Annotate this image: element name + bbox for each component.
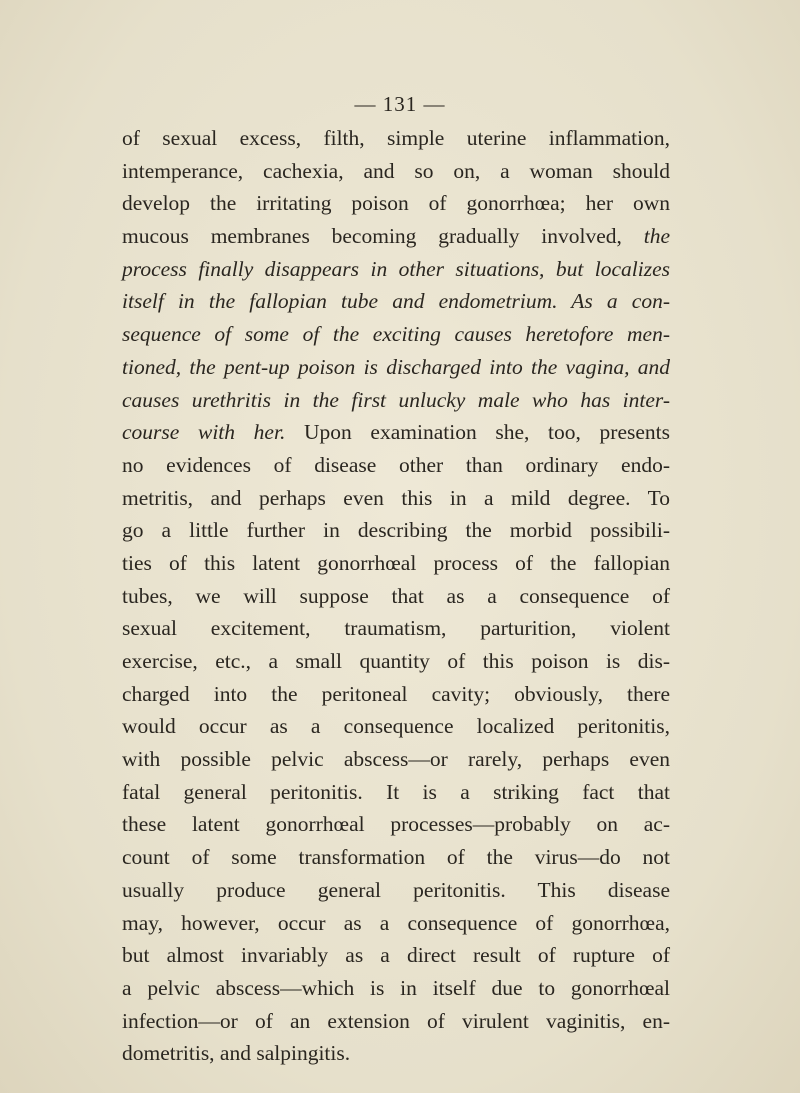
italic-text: itself in the fallopian tube and endometrium. As a con- <box>122 289 670 314</box>
text-run: would occur as a consequence localized peritonitis, <box>122 714 670 739</box>
text-run: sexual excitement, traumatism, parturition, violent <box>122 616 670 641</box>
text-line <box>122 514 670 547</box>
text-run: but almost invariably as a direct result of rupture of <box>122 943 670 968</box>
text-line <box>122 874 670 907</box>
text-line <box>122 155 670 188</box>
text-line <box>122 384 670 417</box>
text-run: charged into the peritoneal cavity; obviously, there <box>122 681 670 706</box>
text-run: metritis, and perhaps even this in a mild degree. To <box>122 485 670 510</box>
text-line <box>122 253 670 286</box>
text-run: intemperance, cachexia, and so on, a woman should <box>122 158 670 183</box>
text-run: tubes, we will suppose that as a consequence of <box>122 583 670 608</box>
italic-text: causes urethritis in the first unlucky male who has inter- <box>122 387 670 412</box>
text-line <box>122 776 670 809</box>
text-line <box>122 808 670 841</box>
text-line <box>122 907 670 940</box>
text-line <box>122 351 670 384</box>
text-run: a pelvic abscess—which is in itself due to gonorrhœal <box>122 975 670 1000</box>
text-line <box>122 972 670 1005</box>
italic-text: course with her. <box>122 420 286 445</box>
text-run: with possible pelvic abscess—or rarely, perhaps even <box>122 747 670 772</box>
text-run: infection—or of an extension of virulent vaginitis, en- <box>122 1008 670 1033</box>
text-run: these latent gonorrhœal processes—probably on ac- <box>122 812 670 837</box>
text-run: Upon examination she, too, presents <box>285 420 670 445</box>
text-run: exercise, etc., a small quantity of this poison is dis- <box>122 649 670 673</box>
text-line <box>122 612 670 645</box>
text-run: no evidences of disease other than ordinary endo- <box>122 452 670 477</box>
text-line <box>122 220 670 253</box>
text-line <box>122 547 670 580</box>
italic-text: sequence of some of the exciting causes heretofore men- <box>122 322 670 347</box>
text-line <box>122 743 670 776</box>
text-run: develop the irritating poison of gonorrhœa; her own <box>122 191 670 216</box>
text-line <box>122 580 670 613</box>
text-line <box>122 678 670 711</box>
text-line <box>122 841 670 874</box>
text-line <box>122 939 670 972</box>
text-line <box>122 416 670 449</box>
text-run: mucous membranes becoming gradually involved, <box>122 224 644 249</box>
text-line <box>122 285 670 318</box>
text-line <box>122 1037 670 1070</box>
text-line <box>122 710 670 743</box>
page-number: — 131 — <box>354 92 446 116</box>
text-run: usually produce general peritonitis. This disease <box>122 877 670 902</box>
text-run: count of some transformation of the virus—do not <box>122 845 670 870</box>
text-line <box>122 449 670 482</box>
text-run: go a little further in describing the morbid possibili- <box>122 518 670 543</box>
text-run: fatal general peritonitis. It is a striking fact that <box>122 779 670 804</box>
italic-text: process finally disappears in other situations, but localizes <box>122 256 670 281</box>
text-line <box>122 482 670 515</box>
text-line <box>122 645 670 678</box>
body-paragraph <box>122 122 670 1070</box>
text-run: of sexual excess, filth, simple uterine inflammation, <box>122 126 670 150</box>
italic-text: tioned, the pent-up poison is discharged into the vagina, and <box>122 354 670 379</box>
text-line <box>122 1005 670 1038</box>
text-run: ties of this latent gonorrhœal process of the fallopian <box>122 550 670 575</box>
text-run: dometritis, and salpingitis. <box>122 1041 351 1066</box>
text-line <box>122 122 670 155</box>
text-run: may, however, occur as a consequence of gonorrhœa, <box>122 910 670 935</box>
text-line <box>122 187 670 220</box>
text-line <box>122 318 670 351</box>
italic-text: the <box>643 224 670 249</box>
